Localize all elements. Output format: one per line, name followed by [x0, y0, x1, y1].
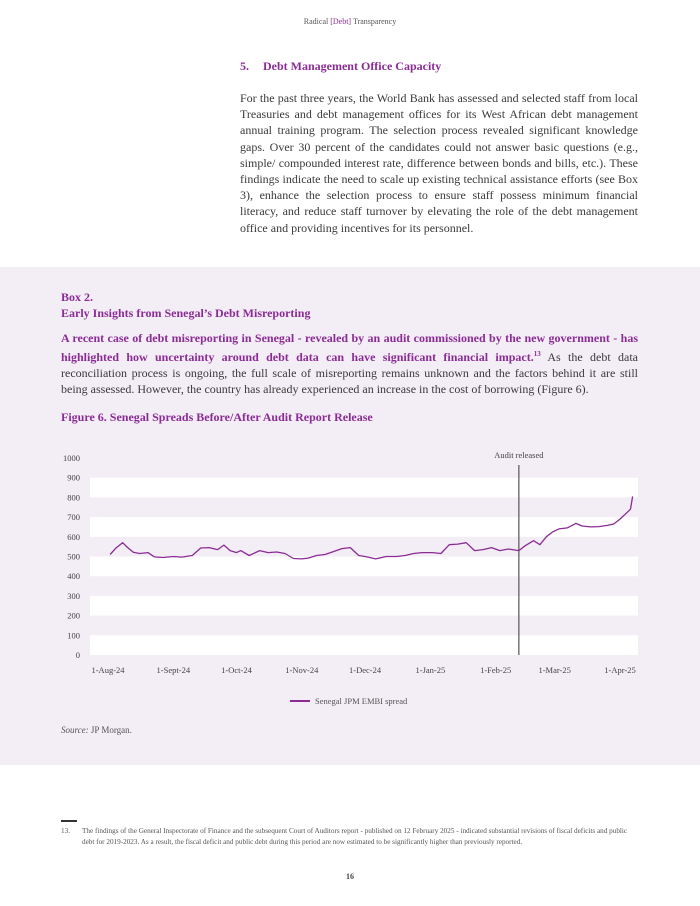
running-header [0, 17, 700, 26]
source-note [61, 725, 132, 735]
x-tick-label: 1-Nov-24 [285, 665, 319, 675]
y-tick-label: 600 [67, 531, 80, 542]
footnote-number: 13. [61, 827, 70, 835]
y-tick-label: 900 [67, 472, 80, 483]
x-tick-label: 1-Aug-24 [91, 665, 125, 675]
x-tick-label: 1-Mar-25 [538, 665, 571, 675]
footnote-divider [61, 820, 77, 822]
page-number: 16 [346, 872, 354, 881]
audit-release-label: Audit released [494, 450, 544, 460]
y-tick-label: 800 [67, 492, 80, 503]
y-tick-label: 300 [67, 590, 80, 601]
section-number: 5. [240, 59, 249, 73]
box-paragraph [61, 330, 638, 397]
running-header-accent: [Debt] [330, 17, 352, 26]
x-tick-label: 1-Feb-25 [480, 665, 512, 675]
grid-band [90, 517, 638, 537]
box-title: Early Insights from Senegal’s Debt Misreporting [61, 306, 311, 320]
grid-band [90, 635, 638, 655]
box-body-text: As the debt data reconciliation process is ongoing, the full scale of misreporting remains unknown and the factors behind it are still being assessed. However, the country has already experienced an increase in the cost of borrowing (Figure 6). [61, 350, 638, 397]
grid-band [90, 557, 638, 577]
x-tick-label: 1-Apr-25 [604, 665, 636, 675]
figure-title: Figure 6. Senegal Spreads Before/After Audit Report Release [61, 410, 373, 424]
section-paragraph: For the past three years, the World Bank has assessed and selected staff from local Treasuries and debt management offices for its West African debt management annual training program. The selection process revealed significant knowledge gaps. Over 30 percent of the candidates could not answer basic questions (e.g., simple/ compounded interest rate, difference between bonds and bills, etc.). These findings indicate the need to scale up existing technical assistance efforts (see Box 3), enhance the selection process to ensure staff possess minimum financial literacy, and reduce staff turnover by elevating the role of the debt management office and providing incentives for its personnel. [240, 91, 638, 235]
footnote-text: The findings of the General Inspectorate of Finance and the subsequent Court of Auditors report - published on 12 February 2025 - indicated substantial revisions of fiscal deficits and public debt for 2019-2023. As a result, the fiscal deficit and public debt during this period are now estimated to be significantly higher than previously reported. [82, 827, 628, 846]
legend-line-swatch-icon [290, 700, 310, 702]
y-tick-label: 400 [67, 571, 80, 582]
grid-band [90, 596, 638, 616]
running-header-suffix: Transparency [351, 17, 397, 26]
footnote-13 [61, 826, 641, 847]
spread-line-chart [55, 440, 655, 720]
y-tick-label: 0 [75, 650, 80, 660]
x-tick-label: 1-Dec-24 [348, 665, 382, 675]
y-tick-label: 200 [67, 610, 80, 621]
source-label: Source: [61, 725, 89, 735]
chart-canvas [55, 440, 655, 720]
box-lead-text: A recent case of debt misreporting in Senegal - revealed by an audit commissioned by the new government - has highlighted how uncertainty around debt data can have significant financial impact. [61, 331, 638, 365]
x-tick-label: 1-Oct-24 [221, 665, 252, 675]
section-title: Debt Management Office Capacity [263, 59, 442, 73]
legend-label: Senegal JPM EMBI spread [315, 696, 408, 706]
footnote-ref-link[interactable]: 13 [533, 350, 541, 359]
y-tick-label: 700 [67, 512, 80, 523]
y-tick-label: 500 [67, 551, 80, 562]
y-tick-label: 100 [67, 630, 80, 641]
section-heading [240, 59, 441, 74]
x-tick-label: 1-Jan-25 [415, 665, 446, 675]
grid-band [90, 478, 638, 498]
source-text: JP Morgan. [88, 725, 132, 735]
running-header-prefix: Radical [303, 17, 331, 26]
chart-legend [290, 696, 407, 706]
box-label: Box 2. [61, 290, 94, 304]
x-tick-label: 1-Sept-24 [156, 665, 191, 675]
y-tick-label: 1000 [63, 453, 80, 463]
